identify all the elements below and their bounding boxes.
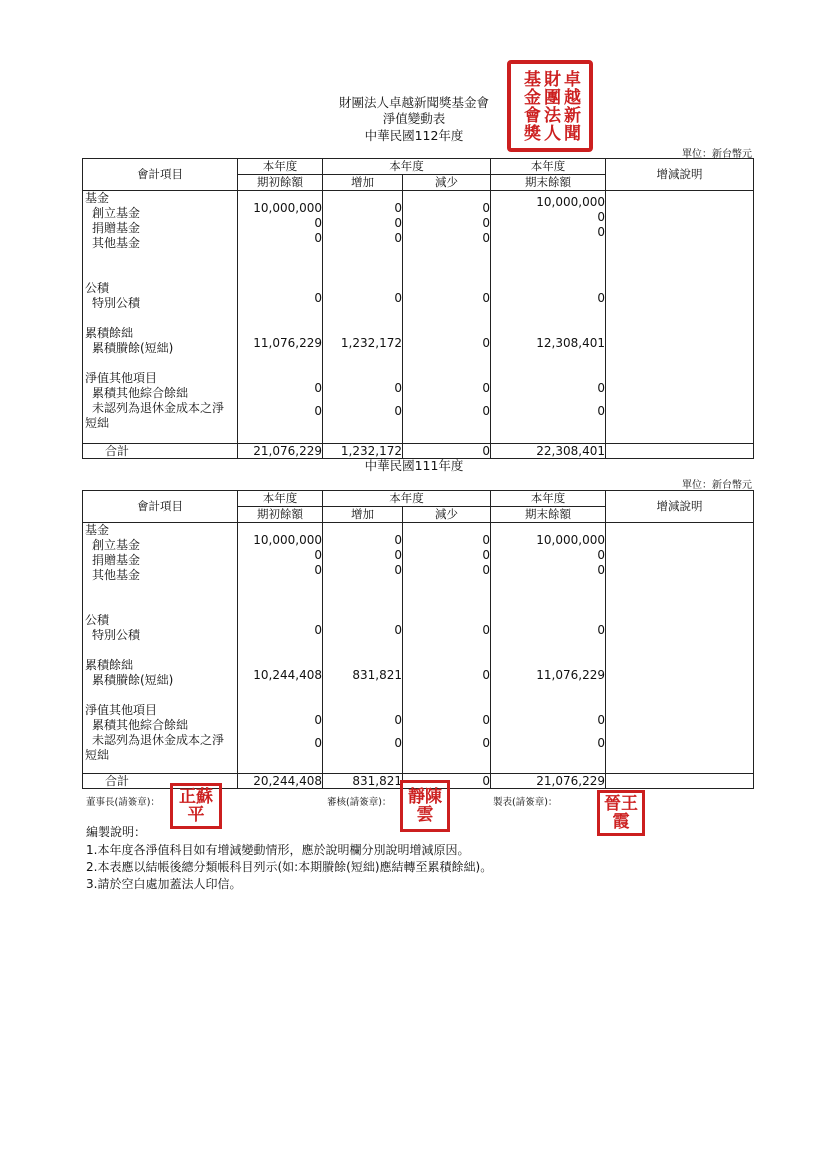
row-label: 捐贈基金 [92,553,141,567]
cell-begin: 0 [314,736,322,750]
decrease-column [403,191,491,444]
cell-begin: 10,000,000 [253,201,322,215]
cell-increase: 0 [394,563,402,577]
row-label: 其他基金 [92,236,141,250]
row-label: 未認列為退休金成本之淨 [92,733,225,747]
total-increase: 831,821 [323,774,403,789]
col-header-item: 會計項目 [83,159,238,191]
cell-decrease: 0 [482,231,490,245]
cell-decrease: 0 [482,291,490,305]
cell-begin: 0 [314,381,322,395]
cell-begin: 11,076,229 [253,336,322,350]
col-header-change-top: 本年度 [323,491,491,507]
preparer-seal: 晉王 霞 [597,790,645,836]
cell-end: 0 [597,225,605,239]
cell-increase: 0 [394,548,402,562]
row-label: 特別公積 [92,296,141,310]
cell-decrease: 0 [482,668,490,682]
items-column [83,523,238,774]
cell-begin: 0 [314,623,322,637]
end-column [491,523,606,774]
row-label: 捐贈基金 [92,221,141,235]
total-end: 21,076,229 [491,774,606,789]
row-label-cont: 短絀 [85,748,110,762]
cell-begin: 0 [314,713,322,727]
increase-column [323,191,403,444]
reviewer-signature-label: 審核(請簽章)： [327,797,392,808]
cell-decrease: 0 [482,336,490,350]
cell-decrease: 0 [482,533,490,547]
col-header-begin-top: 本年度 [238,491,323,507]
cell-increase: 0 [394,404,402,418]
total-increase: 1,232,172 [323,444,403,459]
note-item: 2.本表應以結帳後總分類帳科目列示(如:本期賸餘(短絀)應結轉至累積餘絀)。 [86,860,493,874]
cell-increase: 0 [394,231,402,245]
group-title: 累積餘絀 [85,658,134,672]
cell-decrease: 0 [482,381,490,395]
cell-increase: 0 [394,533,402,547]
col-header-decrease: 減少 [403,175,491,191]
cell-end: 0 [597,563,605,577]
row-label: 累積其他綜合餘絀 [92,386,189,400]
chairman-seal: 正蘇 平 [170,783,222,829]
begin-column [238,191,323,444]
group-title: 公積 [85,281,110,295]
cell-increase: 0 [394,713,402,727]
row-label: 創立基金 [92,206,141,220]
cell-end: 10,000,000 [536,533,605,547]
row-label-cont: 短絀 [85,416,110,430]
cell-decrease: 0 [482,201,490,215]
cell-end: 0 [597,548,605,562]
col-header-note: 增減說明 [606,491,754,523]
col-header-begin: 期初餘額 [238,175,323,191]
col-header-begin: 期初餘額 [238,507,323,523]
cell-end: 0 [597,381,605,395]
total-row-112 [83,444,754,459]
preparer-signature-label: 製表(請簽章)： [493,797,558,808]
cell-end: 0 [597,291,605,305]
cell-increase: 0 [394,291,402,305]
cell-increase: 0 [394,381,402,395]
group-title: 基金 [85,523,110,537]
cell-end: 0 [597,713,605,727]
cell-begin: 0 [314,291,322,305]
cell-end: 11,076,229 [536,668,605,682]
unit-label-112: 單位：新台幣元 [682,149,752,160]
cell-decrease: 0 [482,623,490,637]
net-worth-table-112 [82,158,754,459]
col-header-end: 期末餘額 [491,175,606,191]
note-item: 1.本年度各淨值科目如有增減變動情形，應於說明欄分別說明增減原因。 [86,843,470,857]
cell-begin: 0 [314,216,322,230]
row-label: 累積其他綜合餘絀 [92,718,189,732]
group-title: 公積 [85,613,110,627]
cell-decrease: 0 [482,216,490,230]
group-title: 累積餘絀 [85,326,134,340]
note-column [606,523,754,774]
col-header-decrease: 減少 [403,507,491,523]
row-label: 累積賸餘(短絀) [92,673,174,687]
cell-end: 0 [597,210,605,224]
total-decrease: 0 [403,444,491,459]
group-title: 基金 [85,191,110,205]
col-header-end-top: 本年度 [491,159,606,175]
row-label: 其他基金 [92,568,141,582]
chairman-signature-label: 董事長(請簽章)： [86,797,160,808]
col-header-end: 期末餘額 [491,507,606,523]
total-label: 合計 [83,444,238,459]
cell-decrease: 0 [482,736,490,750]
unit-label-111: 單位：新台幣元 [682,480,752,491]
fiscal-year-label-112: 中華民國112年度 [364,128,464,143]
row-label: 創立基金 [92,538,141,552]
row-label: 未認列為退休金成本之淨 [92,401,225,415]
note-column [606,191,754,444]
cell-begin: 0 [314,404,322,418]
cell-end: 0 [597,736,605,750]
notes-title: 編製說明： [86,825,147,839]
total-label: 合計 [83,774,238,789]
cell-increase: 0 [394,736,402,750]
cell-begin: 10,000,000 [253,533,322,547]
increase-column [323,523,403,774]
col-header-end-top: 本年度 [491,491,606,507]
cell-increase: 0 [394,201,402,215]
group-title: 淨值其他項目 [85,703,158,717]
decrease-column [403,523,491,774]
cell-begin: 0 [314,231,322,245]
col-header-begin-top: 本年度 [238,159,323,175]
cell-end: 0 [597,623,605,637]
organization-name: 財團法人卓越新聞獎基金會 [338,95,489,110]
total-begin: 20,244,408 [238,774,323,789]
cell-decrease: 0 [482,713,490,727]
cell-begin: 10,244,408 [253,668,322,682]
col-header-increase: 增加 [323,175,403,191]
cell-increase: 831,821 [352,668,402,682]
note-item: 3.請於空白處加蓋法人印信。 [86,877,242,891]
col-header-item: 會計項目 [83,491,238,523]
begin-column [238,523,323,774]
row-label: 特別公積 [92,628,141,642]
cell-begin: 0 [314,563,322,577]
cell-begin: 0 [314,548,322,562]
cell-increase: 1,232,172 [340,336,402,350]
total-end: 22,308,401 [491,444,606,459]
organization-seal: 卓越新聞 財團法人 基金會獎 [507,60,593,152]
total-decrease: 0 [403,774,491,789]
col-header-note: 增減說明 [606,159,754,191]
net-worth-table-111 [82,490,754,789]
fiscal-year-label-111: 中華民國111年度 [364,458,464,473]
items-column [83,191,238,444]
group-title: 淨值其他項目 [85,371,158,385]
cell-end: 10,000,000 [536,195,605,209]
cell-increase: 0 [394,623,402,637]
cell-end: 0 [597,404,605,418]
cell-decrease: 0 [482,548,490,562]
report-title: 淨值變動表 [382,111,446,126]
col-header-increase: 增加 [323,507,403,523]
end-column [491,191,606,444]
col-header-change-top: 本年度 [323,159,491,175]
row-label: 累積賸餘(短絀) [92,341,174,355]
cell-end: 12,308,401 [536,336,605,350]
cell-decrease: 0 [482,404,490,418]
total-begin: 21,076,229 [238,444,323,459]
cell-decrease: 0 [482,563,490,577]
reviewer-seal: 靜陳 雲 [400,780,450,832]
cell-increase: 0 [394,216,402,230]
